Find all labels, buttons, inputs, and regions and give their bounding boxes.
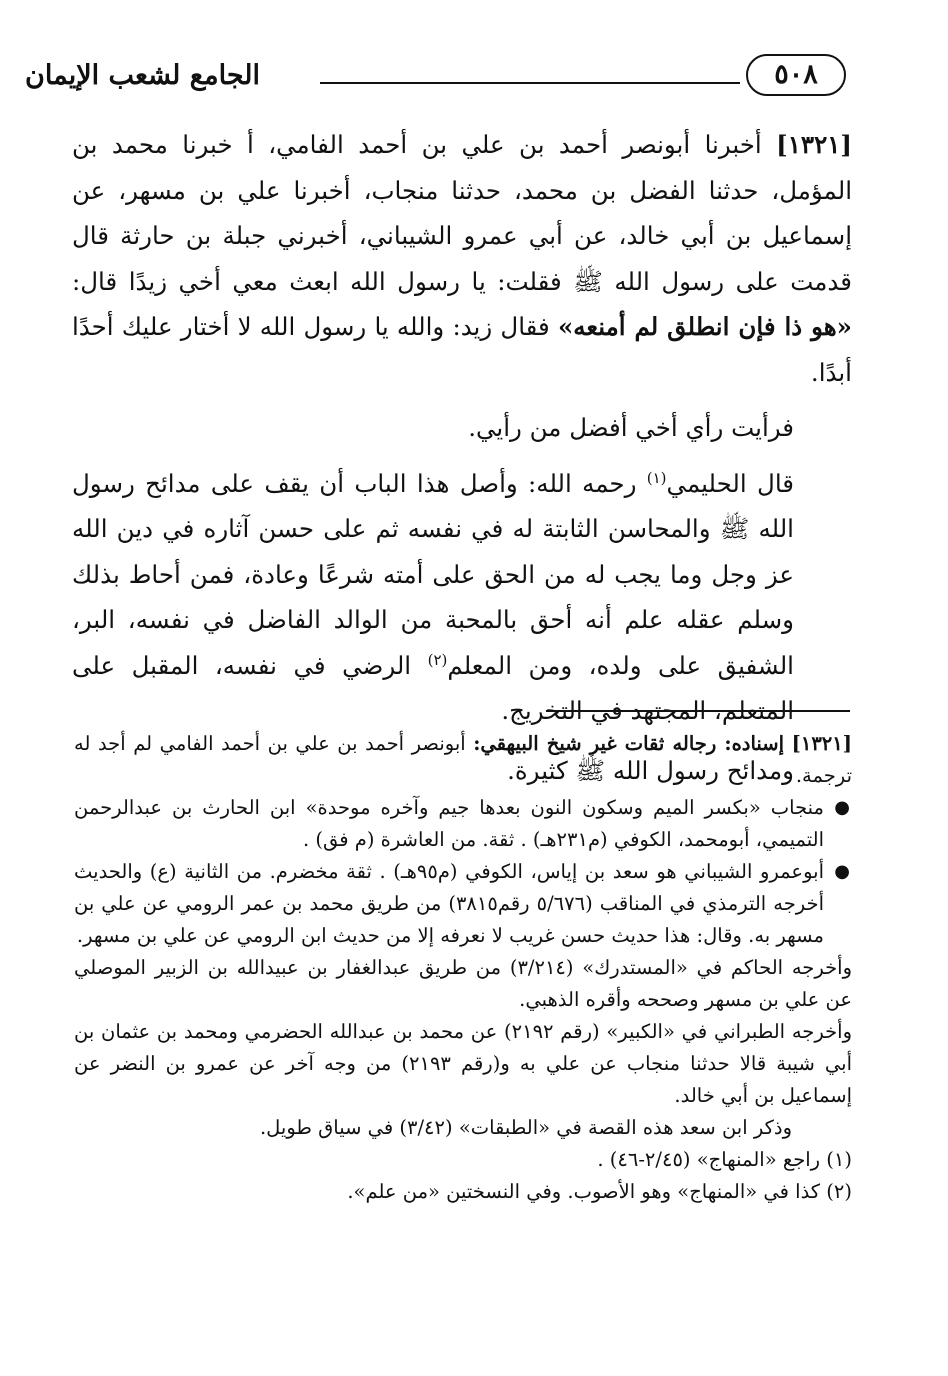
footnotes [74,728,852,1208]
note-tabarani: وأخرجه الطبراني في «الكبير» (رقم ٢١٩٢) عن محمد بن عبدالله الحضرمي ومحمد بن عثمان بن أبي شيبة قالا حدثنا منجاب عن علي به و(رقم ٢١٩٣) من وجه آخر عن عمرو بن النضر عن إسماعيل بن أبي خالد. [74,1020,852,1107]
halimi-paragraph [72,461,852,734]
halimi-text-b: رحمه الله: وأصل هذا الباب أن يقف على مدائح رسول الله ﷺ والمحاسن الثابتة له في نفسه ثم على حسن آثاره في دين الله عز وجل وما يجب له من الحق على أمته شرعًا وعادة، فمن أحاط بذلك وسلم عقله علم أنه أحق بالمحبة من الوالد الفاضل في نفسه، البر، الشفيق على ولده، ومن المعلم [72,468,794,680]
hadith-paragraph [72,122,852,395]
hadith-text-a: أخبرنا أبونصر أحمد بن علي بن أحمد الفامي، أ خبرنا محمد بن المؤمل، حدثنا الفضل بن محمد، حدثنا منجاب، أخبرنا علي بن مسهر، عن إسماعيل بن أبي خالد، عن أبي عمرو الشيباني، أخبرني جبلة بن حارثة قال قدمت على رسول الله ﷺ فقلت: يا رسول الله ابعث معي أخي زيدًا قال: [72,130,852,296]
note-bullet-1-text: منجاب «بكسر الميم وسكون النون بعدها جيم وآخره موحدة» ابن الحارث بن عبدالرحمن التميمي، أبومحمد، الكوفي (م٢٣١هـ) . ثقة. من العاشرة (م فق) . [74,796,824,851]
takhrij-number: [١٣٢١] [791,732,852,755]
closing-line: ومدائح رسول الله ﷺ كثيرة. [507,755,794,785]
note-hakim: وأخرجه الحاكم في «المستدرك» (٣/٢١٤) من طريق عبدالغفار بن عبيدالله بن الزبير الموصلي عن علي بن مسهر وصححه وأقره الذهبي. [74,956,852,1011]
running-title: الجامع لشعب الإيمان [25,60,260,91]
hadith-quote: «هو ذا فإن انطلق لم أمنعه» [557,312,852,341]
footnote-2: (٢) كذا في «المنهاج» وهو الأصوب. وفي النسختين «من علم». [347,1180,852,1203]
footnote-ref-1[interactable]: (١) [646,468,667,487]
header-rule [320,82,740,84]
takhrij-heading [74,728,852,792]
note-bullet-2-text: أبوعمرو الشيباني هو سعد بن إياس، الكوفي (م٩٥هـ) . ثقة مخضرم. من الثانية (ع) [149,860,824,883]
note-bullet-2-cont: والحديث أخرجه الترمذي في المناقب (٥/٦٧٦ رقم٣٨١٥) من طريق محمد بن عمر الرومي عن علي بن مسهر به. وقال: هذا حديث حسن غريب لا نعرفه إلا من حديث ابن الرومي عن علي بن مسهر. [74,860,824,947]
hadith-number: [١٣٢١] [776,130,852,159]
note-bullet-2 [74,856,852,952]
takhrij-label: إسناده: رجاله ثقات غير شيخ البيهقي: [473,732,785,755]
halimi-text-a: قال الحليمي [666,468,794,498]
narrator-remark: فرأيت رأي أخي أفضل من رأيي. [468,413,794,442]
note-ibn-saad: وذكر ابن سعد هذه القصة في «الطبقات» (٣/٤٢) في سياق طويل. [259,1116,792,1139]
footnote-ref-2[interactable]: (٢) [427,650,448,669]
takhrij-text: أبونصر أحمد بن علي بن أحمد الفامي لم أجد له ترجمة. [74,732,852,787]
page-number: ٥٠٨ [746,54,846,96]
main-text [72,122,852,793]
hadith-text-b: فقال زيد: والله يا رسول الله لا أختار عليك أحدًا أبدًا. [72,312,852,387]
note-bullet-1 [74,792,852,856]
bullet-icon: ● [834,861,850,882]
bullet-icon: ● [834,797,850,818]
page-header [25,52,850,106]
footnote-1: (١) راجع «المنهاج» (٢/٤٥-٤٦) . [597,1148,852,1171]
halimi-text-c: الرضي في نفسه، المقبل على المتعلم، المجتهد في التخريج. [72,650,794,725]
footnote-separator [546,710,850,712]
